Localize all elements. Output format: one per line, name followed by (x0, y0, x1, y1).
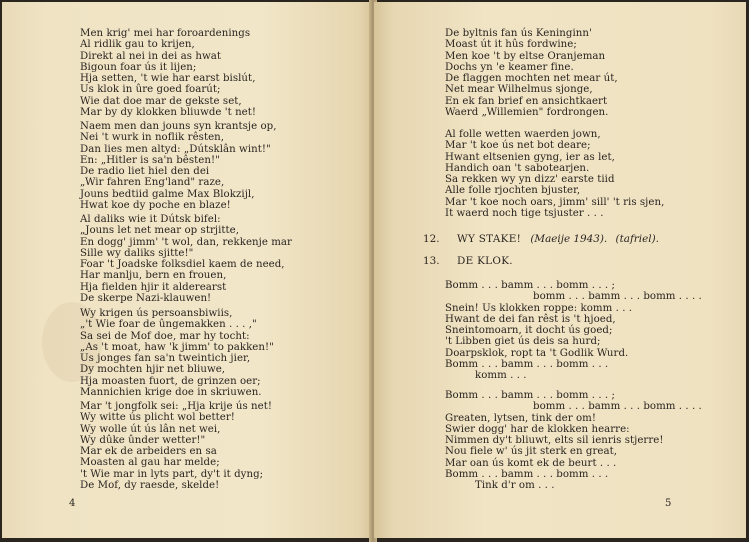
verse-line: Bomm . . . bamm . . . bomm . . . ; (445, 390, 615, 401)
verse-line: Alle folle rjochten bjuster, (445, 185, 581, 197)
klok-stanza (445, 280, 702, 382)
verse-line: Hja setten, 't wie har earst bislút, (80, 73, 256, 85)
verse-line: Tink d'r om . . . (475, 480, 555, 492)
verse-line: Dan lies men altyd: „Dútsklân wint!" (80, 143, 271, 155)
verse-line: „As 't moat, haw 'k jimm' to pakken!" (80, 341, 274, 353)
verse-line: Har manlju, bern en frouen, (80, 270, 227, 282)
page-number: 4 (69, 498, 76, 509)
verse-line: Moast út it hûs fordwine; (445, 39, 577, 51)
klok-stanza (445, 390, 702, 492)
verse-line: bomm . . . bamm . . . bomm . . . . (533, 401, 702, 413)
heading-number: 13. (423, 255, 440, 267)
verse-line: Hja fielden hjir it alderearst (80, 281, 227, 293)
verse-line: Sa rekken wy yn dizz' earste tiid (445, 174, 615, 186)
verse-line: Foar 't Joadske folksdiel kaem de need, (80, 259, 285, 271)
verse-line: Handich oan 't sabotearjen. (445, 162, 590, 174)
verse-line: bomm . . . bamm . . . bomm . . . . (533, 291, 702, 303)
stanza (80, 28, 256, 118)
verse-line: Wy witte ús plicht wol better! (80, 412, 235, 424)
stanza (80, 401, 272, 491)
verse-line: Nimmen dy't bliuwt, elts sil ienris stjerre! (445, 435, 664, 447)
verse-line: Snein! Us klokken roppe: komm . . . (445, 302, 633, 314)
stanza (80, 121, 277, 211)
verse-line: Hja moasten fuort, de grinzen oer; (80, 375, 261, 387)
verse-line: Hwat koe dy poche en blaze! (80, 200, 231, 212)
verse-line: Net mear Wilhelmus sjonge, (445, 84, 593, 96)
verse-line: Al daliks wie it Dútsk bifel: (80, 214, 221, 225)
section-heading-12 (423, 233, 659, 245)
verse-line: Hwant eltsenien gyng, ier as let, (445, 151, 615, 163)
verse-line: Al ridlik gau to krijen, (80, 39, 195, 51)
left-page (2, 2, 372, 538)
verse-line: Nou fiele w' ús jit sterk en great, (445, 446, 618, 458)
verse-line: Us klok in ûre goed foarút; (80, 84, 221, 96)
verse-line: Direkt al nei in dei as hwat (80, 50, 221, 62)
right-page (374, 2, 746, 538)
verse-line: Al folle wetten waerden jown, (445, 129, 601, 140)
verse-line: Mannichien krige doe in skriuwen. (80, 387, 262, 399)
verse-line: Dy mochten hjir net bliuwe, (80, 364, 226, 376)
verse-line: Mar ek de arbeiders en sa (80, 446, 217, 458)
verse-line: Wy wolle út ús lân net wei, (80, 423, 221, 435)
heading-subtitle: (Maeije 1943). (530, 233, 608, 245)
stanza (80, 308, 274, 398)
verse-line: „Wir fahren Eng'land" raze, (80, 177, 225, 189)
verse-line: De skerpe Nazi-klauwen! (80, 293, 212, 305)
verse-line: Wy krigen ús persoansbiwiis, (80, 308, 233, 319)
stanza (445, 28, 618, 118)
heading-number: 12. (423, 233, 440, 245)
verse-line: Sneintomoarn, it docht ús goed; (445, 325, 613, 337)
heading-note: (tafriel). (615, 233, 659, 245)
verse-line: Naem men dan jouns syn krantsje op, (80, 121, 277, 132)
verse-line: Wie dat doe mar de gekste set, (80, 95, 242, 107)
verse-line: Bigoun foar ús it lijen; (80, 61, 197, 73)
verse-line: De radio liet hiel den dei (80, 166, 210, 178)
verse-line: „Jouns let net mear op strjitte, (80, 225, 240, 237)
verse-line: En ek fan brief en ansichtkaert (445, 95, 608, 107)
section-heading-13 (423, 255, 513, 267)
verse-line: Doarpsklok, ropt ta 't Godlik Wurd. (445, 347, 629, 359)
verse-line: Bomm . . . bamm . . . bomm . . . (445, 469, 609, 481)
verse-line: Mar 't koe noch oars, jimm' sill' 't ris sjen, (445, 196, 665, 208)
verse-line: De flaggen mochten net mear út, (445, 73, 618, 85)
stanza (80, 214, 292, 304)
verse-line: De Mof, dy raesde, skelde! (80, 480, 220, 492)
verse-line: 't Wie mar in lyts part, dy't it dyng; (80, 468, 264, 480)
verse-line: Nei 't wurk in noflik rêsten, (80, 132, 225, 144)
heading-title: DE KLOK. (457, 255, 513, 267)
verse-line: Mar 't jongfolk sei: „Hja krije ús net! (80, 401, 272, 412)
page-number: 5 (665, 498, 672, 509)
verse-line: En: „Hitler is sa'n bêsten!" (80, 154, 220, 166)
verse-line: Dochs yn 'e keamer fine. (445, 61, 574, 73)
stanza (445, 129, 664, 219)
verse-line: It waerd noch tige tsjuster . . . (445, 208, 604, 220)
verse-line: komm . . . (475, 370, 527, 382)
verse-line: Mar by dy klokken bliuwde 't net! (80, 107, 257, 119)
verse-line: Wy dûke ûnder wetter!" (80, 434, 206, 446)
verse-line: Bomm . . . bamm . . . bomm . . . (445, 359, 609, 371)
verse-line: Mar 't koe ús net bot deare; (445, 140, 591, 152)
verse-line: Hwant de dei fan rêst is 't hjoed, (445, 313, 616, 325)
verse-line: Men koe 't by eltse Oranjeman (445, 50, 606, 62)
verse-line: Waerd „Willemien" fordrongen. (445, 107, 609, 119)
verse-line: Moasten al gau har melde; (80, 457, 220, 469)
verse-line: Swier dogg' har de klokken hearre: (445, 423, 630, 435)
verse-line: Greaten, lytsen, tink der om! (445, 412, 596, 424)
verse-line: „'t Wie foar de ûngemakken . . . ," (80, 319, 257, 331)
heading-title: WY STAKE! (457, 233, 522, 245)
verse-line: Sa sei de Mof doe, mar hy tocht: (80, 330, 250, 342)
verse-line: Us jonges fan sa'n tweintich jier, (80, 353, 251, 365)
verse-line: En dogg' jimm' 't wol, dan, rekkenje mar (80, 236, 292, 248)
verse-line: Mar oan ús komt ek de beurt . . . (445, 457, 617, 469)
verse-line: 't Libben giet ús deis sa hurd; (445, 336, 601, 348)
verse-line: Men krig' mei har foroardenings (80, 28, 251, 39)
verse-line: Jouns bedtiid galme Max Blokzijl, (80, 188, 255, 200)
verse-line: Bomm . . . bamm . . . bomm . . . ; (445, 280, 615, 291)
verse-line: Sille wy daliks sjitte!" (80, 247, 194, 259)
verse-line: De byltnis fan ús Keninginn' (445, 28, 592, 39)
